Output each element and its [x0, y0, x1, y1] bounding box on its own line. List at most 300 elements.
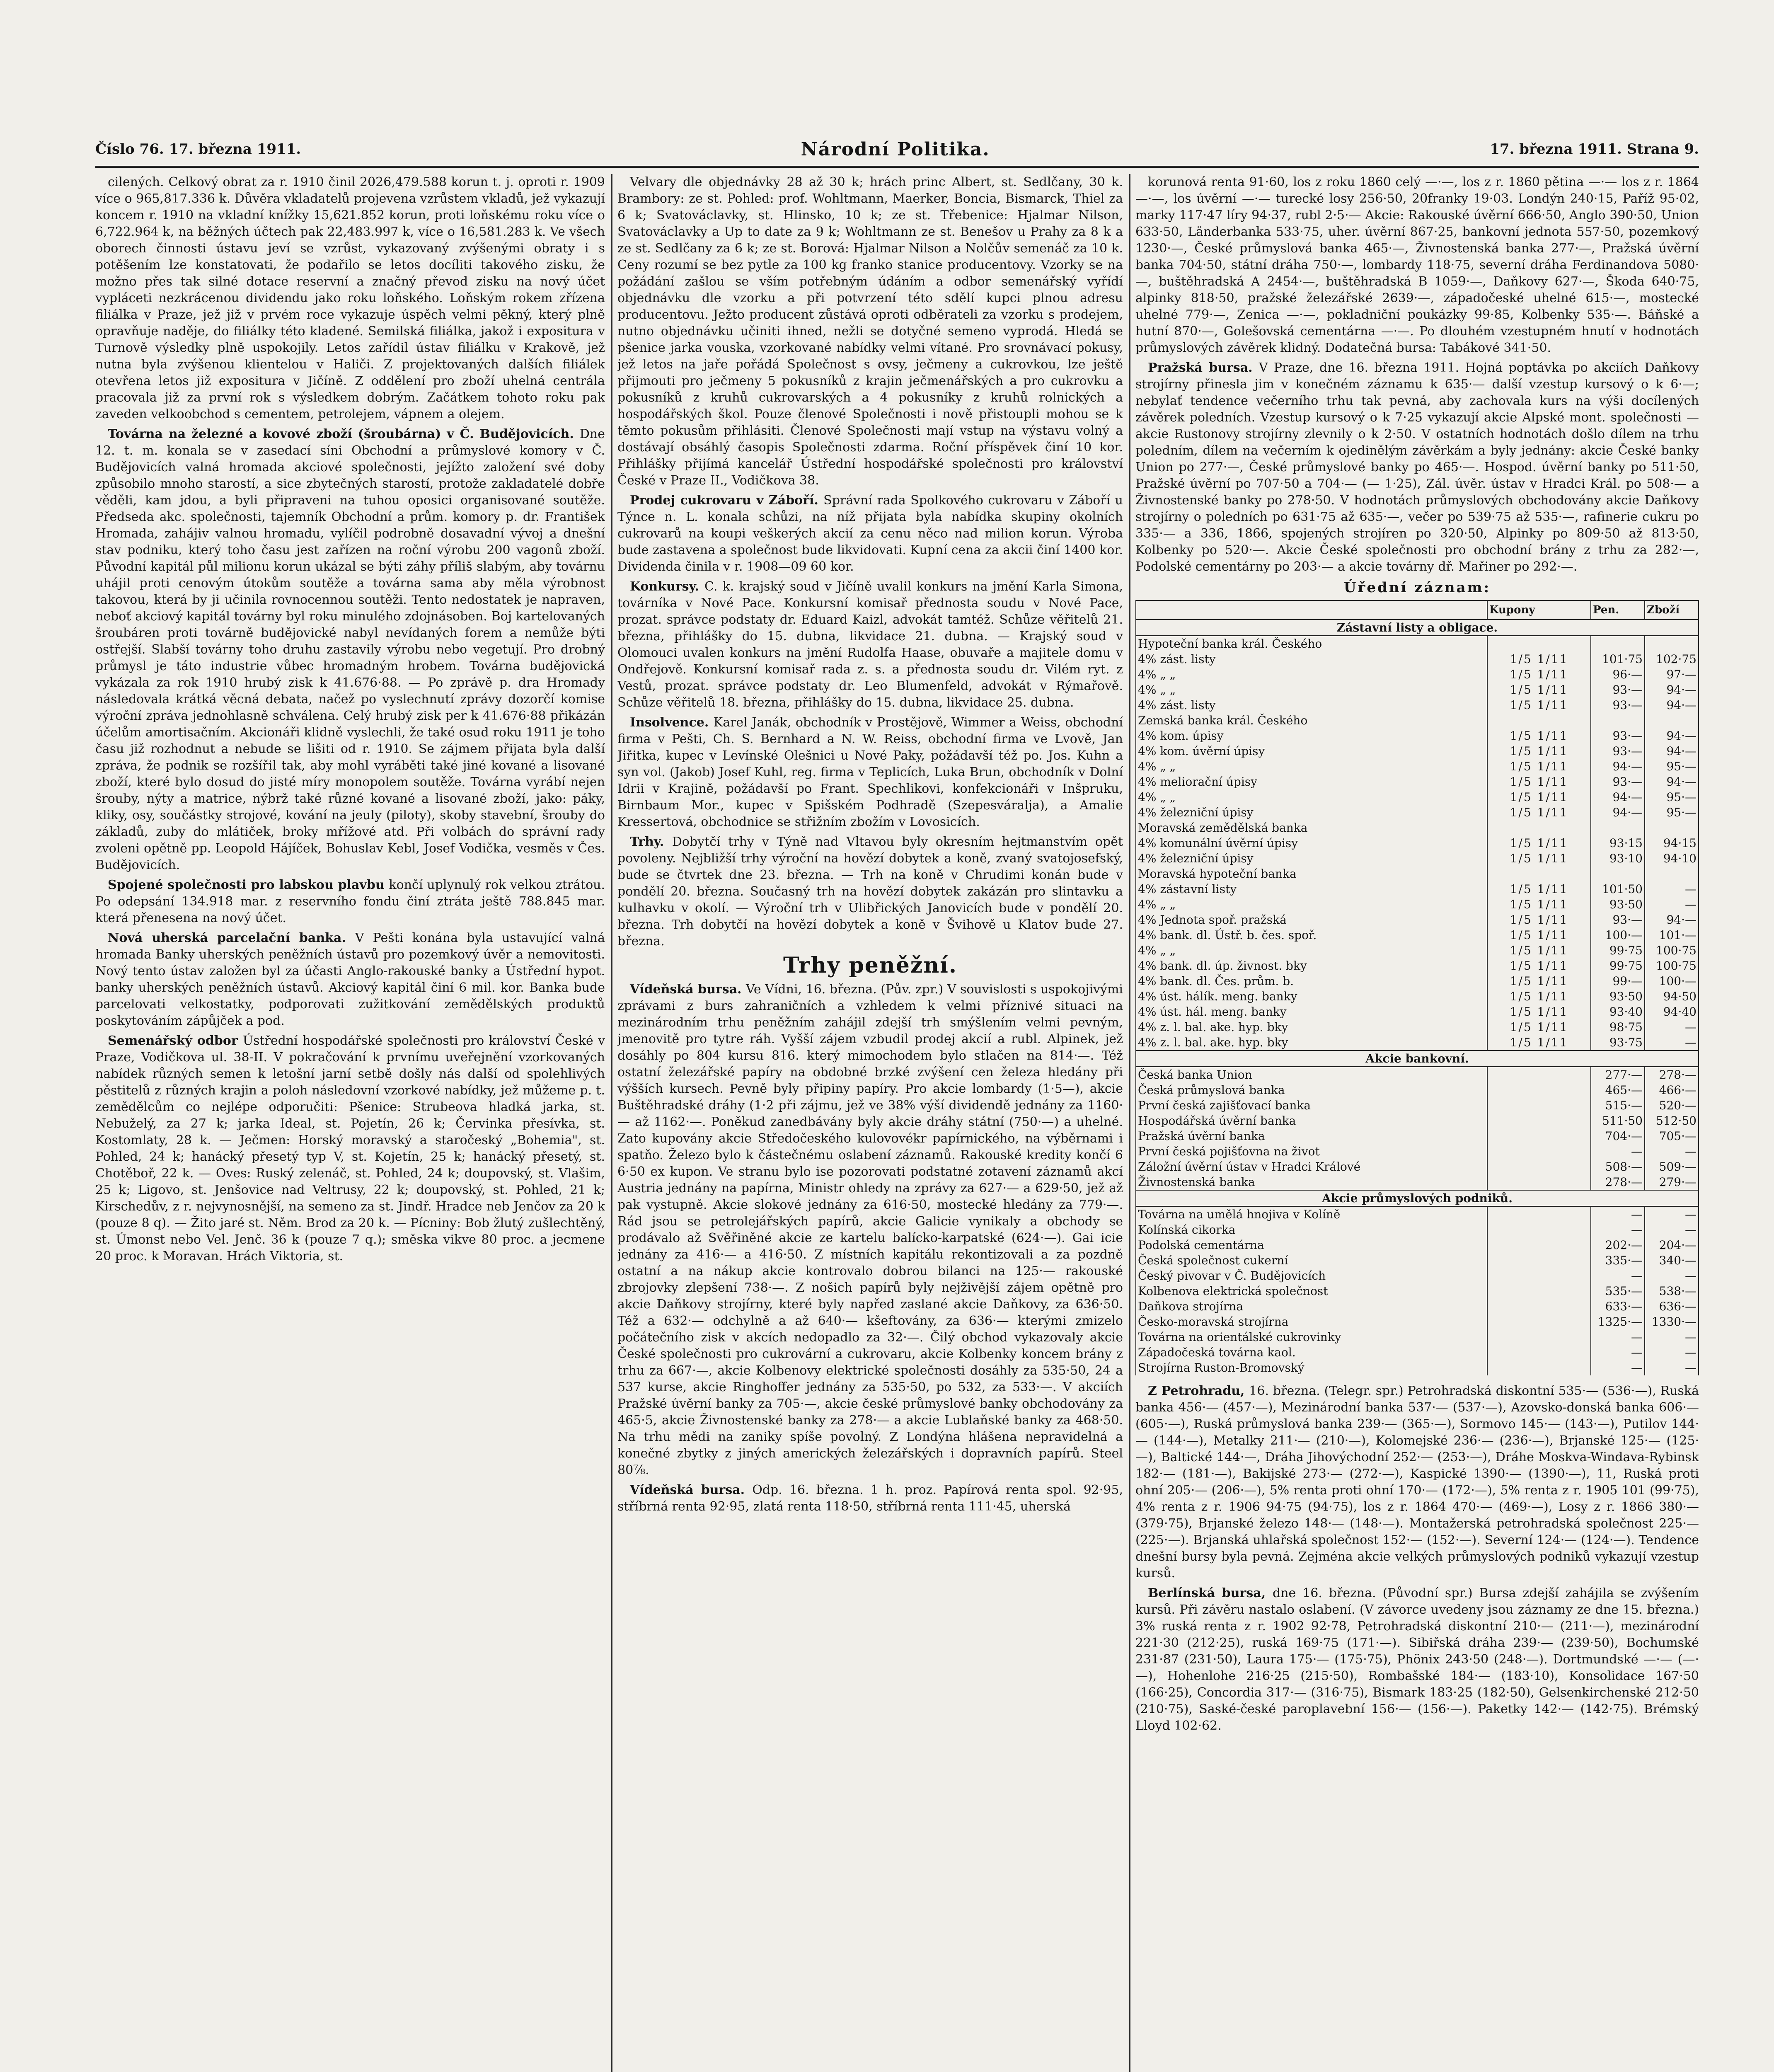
article-text: Ve Vídni, 16. března. (Pův. zpr.) V souvislosti s uspokojivými zprávami z burs zahraničních a vzhledem k velmi příznivé situaci na mezinárodním trhu peněžním zahájil zdejší trh smýšlením velmi pevným, jmenovitě pro tytre ráh. Vyšší zájem vzbudil prodej akcií a rubl. Alpinek, jež dosáhly po 804 kursu 816. který mimochodem bylo stlačen na 814·—. Též ostatní železářské papíry na obdobné brzké zvýšení cen železa hledány při výšších kursech. Pevně byly připiny papíry. Pro akcie lombardy (1·5—), akcie Buštěhradské dráhy (1·2 při zájmu, jež ve 38% výší dividendě jednány za 1160·— až 1162·—. Poněkud zanedbávány byly akcie dráhy státní (750·—) a uhelné. Zato kupovány akcie Středočeského kulovovékr papírnického, na výběrnami i spatňo. Železo bylo k částečnému oslabení záznamů. Rakouské kredity končí 6 6·50 ex kupon. Ve stranu bylo ise pozorovati podstatné zotavení záznamů akcí Austria jednány na papírna, Ministr ohledy na zprávy za 627·— a 629·50, jež až pak vystupně. Akcie slokové jednány za 616·50, mostecké hledány za 779·—. Rád jsou se petrolejářských papírů, akcie Galicie vynikaly a obchody se prodávalo až Svěřiněné akcie ze kartelu balícko-karpatské (624·—). Gai icie jednány za 416·— a 416·50. Z místních kapitálu rekontizovali a za pozdně ostatní a na nákup akcie kontrovalo dobrou bilanci na 125·— rakouské zbrojovky zlepšení 738·—. Z nošich papírů byly nejživější zájem opětně pro akcie Daňkovy strojírny, které byly napřed zaslané akcie Daňkovy, za 636·50. Též a 632·— odchylně a až 640·— kšeftovány, za 636·— kterými zmizelo počátečního zisk v akcích nedopadlo za 32·—. Čilý obchod vykazovaly akcie České společnosti pro cukrovární a cukrovaru, akcie Kolbenky koncem brány z trhu za 667·—, akcie Kolbenovy elektrické společnosti dosáhly za 535·50, 24 a 537 kurse, akcie Ringhoffer jednány za 535·50, po 532, za 533·—. V akciích Pražské úvěrní banky za 705·—, akcie české průmyslové banky obchodovány za 465·5, akcie Živnostenské banky za 278·— a akcie Lublaňské banky za 468·50. Na trhu mědi na zaniky spíše povolný. Z Londýna hlášena nepravidelná a konečné zbytky z jiných amerických železářských i dopravních papírů. Steel 80⅞. — [617, 982, 1123, 1477]
quote-name: Kolínská cikorka — [1136, 1222, 1487, 1237]
quote-money: 98·75 — [1591, 1019, 1645, 1035]
quote-coupons: 1/5 1/11 — [1487, 697, 1591, 713]
masthead-title: Národní Politika. — [801, 138, 990, 160]
quotes-row — [1136, 1345, 1699, 1360]
quote-coupons: 1/5 1/11 — [1487, 728, 1591, 743]
quote-name: Moravská zemědělská banka — [1136, 820, 1487, 835]
quote-money: 94·— — [1591, 789, 1645, 805]
article-paragraph — [617, 714, 1123, 830]
quote-money: 1325·— — [1591, 1314, 1645, 1329]
quote-goods: 94·— — [1645, 682, 1699, 697]
quote-money: 93·50 — [1591, 897, 1645, 912]
quote-coupons — [1487, 1082, 1591, 1098]
quote-goods: 94·10 — [1645, 851, 1699, 866]
quote-coupons — [1487, 1098, 1591, 1113]
page-info: 17. března 1911. Strana 9. — [1490, 141, 1699, 157]
quote-money: 93·— — [1591, 774, 1645, 789]
article-heading: Vídeňská bursa. — [630, 1483, 753, 1497]
quote-name: Továrna na orientálské cukrovinky — [1136, 1329, 1487, 1345]
article-heading: Vídeňská bursa. — [630, 982, 746, 997]
quote-name: Moravská hypoteční banka — [1136, 866, 1487, 881]
quotes-row — [1136, 682, 1699, 697]
quote-money: 99·— — [1591, 973, 1645, 989]
quote-name: Česká společnost cukerní — [1136, 1253, 1487, 1268]
quotes-row — [1136, 774, 1699, 789]
quote-coupons: 1/5 1/11 — [1487, 927, 1591, 943]
article-paragraph — [617, 981, 1123, 1479]
article-text: Dne 12. t. m. konala se v zasedací síni Obchodní a průmyslové komory v Č. Budějovicích valná hromada akciové společnosti, jejížto založení své doby způsobilo mnoho starostí, a sice zbytečných starostí, protože zakladatelé dobře věděli, kam jdou, a byli připraveni na tuhou oposici organisované soutěže. Předseda akc. společnosti, tajemník Obchodní a prům. komory p. dr. František Hromada, zahájiv valnou hromadu, vylíčil podrobně dosavadní vývoj a dnešní stav podniku, který toho času jest zařízen na roční výrobu 200 vagonů zboží. Původní kapitál půl milionu korun ukázal se býti záhy příliš slabým, aby továrnu uhájil proti cenovým útokům soutěže a továrna sama aby měla výrobnost takovou, která by ji učinila rovnocennou soutěži. Tento nedostatek je napraven, neboť akciový kapitál továrny byl roku minulého zdojnásoben. Boj kartelovaných šroubáren proti továrně budějovické nabyl nevídaných forem a nemůže býti ostřejší. Slabší továrny toho druhu zastavily výrobu nebo vegetují. Pro drobný průmysl je táto industrie vůbec hromadným hrobem. Továrna budějovická vykázala za rok 1910 hrubý zisk k 41.676·88. — Po zprávě p. dra Hromady následovala krátká věcná debata, načež po vyslechnutí zprávy dozorčí komise výroční zpráva jednohlasně schválena. Celý hrubý zisk per k 41.676·88 přikázán účelům amortisačním. Akcionáři klidně vyslechli, že také osud roku 1911 je toho času již rozhodnut a nebude se lišiti od r. 1910. Se zájmem přijata byla další zpráva, že podnik se rozšířil tak, aby mohl vyráběti také jiné kované a lisované zboží, které bylo dosud do jisté míry monopolem soutěže. Továrna vyrábí nejen šrouby, nýty a matrice, nýbrž také různé kované a lisované zboží, jako: páky, kliky, osy, součástky strojové, kování na jeuly (piloty), skoby stavební, šrouby do základů, zuby do mlátiček, broky mřížové atd. Při volbách do správní rady zvoleni opětně pp. Leopold Hájíček, Bohuslav Kebl, Josef Vodička, vesměs v Čes. Budějovicích. — [95, 427, 605, 872]
quotes-row — [1136, 1206, 1699, 1222]
quote-money: 535·— — [1591, 1283, 1645, 1299]
article-text: C. k. krajský soud v Jičíně uvalil konkurs na jmění Karla Simona, továrníka v Nové Pace. Konkursní komisař přednosta soudu v Nové Pace, prozat. správce podstaty dr. Eduard Kaizl, advokát tamtéž. Schůze věřitelů 21. března, přihlášky do 15. dubna, likvidace 21. dubna. — Krajský soud v Olomouci uvalen konkurs na jmění Rudolfa Haase, obuvaře a majitele domu v Ondřejově. Konkursní komisař rada z. s. a přednosta soudu dr. Vilém ryt. z Vestů, prozat. správce podstaty dr. Leo Blumenfeld, advokát v Rýmařově. Schůze věřitelů 18. března, přihlášky do 15. dubna, likvidace 25. dubna. — [617, 579, 1123, 710]
quote-goods: 100·75 — [1645, 958, 1699, 973]
article-text: Velvary dle objednávky 28 až 30 k; hrách princ Albert, st. Sedlčany, 30 k. Brambory: ze st. Pohled: prof. Wohltmann, Maerker, Boncia, Bismarck, Thiel za 6 k; Svatováclavky, st. Hlinsko, 10 k; ze st. Třebenice: Hjalmar Nilson, Svatováclavky a Up to date za 9 k; Wohltmann ze st. Benešov u Prahy za 8 k a ze st. Sedlčany za 6 k; ze st. Borová: Hjalmar Nilson a Nolčův semenáč za 10 k. Ceny rozumí se bez pytle za 100 kg franko stanice producentovy. Vzorky se na požádání zašlou se vším potřebným údáním a odbor semenářský vyřídí objednávku dle vzorku a při potvrzení této sdělí kupci plnou adresu producentovu. Ježto producent zůstává oproti odběrateli za vzorku s prodejem, nutno objednávku učiniti ihned, nežli se dotyčné semeno vyprodá. Hledá se pšenice jarka vouska, vzorkované nabídky velmi vítané. Pro srovnávací pokusy, jež letos na jaře pořádá Společnost s ovsy, ječmeny a cukrovkou, lze ještě přijmouti pro ječmeny 5 pokusníků z krajin ječmenářských a pro cukrovku a pokusníků z kruhů cukrovarských a 4 pokusníky z kruhů rolnických a hospodářských škol. Pouze členové Společnosti i nově přistoupli mohou se k těmto pokusům přihlásiti. Členové Společnosti mají vstup na výstavu volný a dostávají obsáhlý časopis Společnosti zdarma. Roční příspěvek činí 10 kor. Přihlášky přijímá kancelář Ústřední hospodářské společnosti pro království České v Praze II., Vodičkova 38. — [617, 175, 1123, 488]
quote-goods: — — [1645, 1222, 1699, 1237]
quote-name: Kolbenova elektrická společnost — [1136, 1283, 1487, 1299]
quote-money: 93·10 — [1591, 851, 1645, 866]
quote-name: 4% komunální úvěrní úpisy — [1136, 835, 1487, 851]
quotes-row — [1136, 667, 1699, 682]
article-paragraph — [95, 1033, 605, 1265]
quotes-header-cell: Zboží — [1645, 600, 1699, 620]
quotes-row — [1136, 1253, 1699, 1268]
quote-goods — [1645, 713, 1699, 728]
quote-goods — [1645, 866, 1699, 881]
article-heading: Trhy. — [630, 835, 672, 849]
quote-money: — — [1591, 1144, 1645, 1159]
quote-name: Podolská cementárna — [1136, 1237, 1487, 1253]
article-paragraph — [1135, 1383, 1699, 1582]
quote-name: Západočeská továrna kaol. — [1136, 1345, 1487, 1360]
header-rule — [95, 166, 1699, 168]
quote-money: 93·— — [1591, 697, 1645, 713]
quotes-row — [1136, 881, 1699, 897]
quote-money: 202·— — [1591, 1237, 1645, 1253]
article-text: Dobytčí trhy v Týně nad Vltavou byly okresním hejtmanstvím opět povoleny. Nejbližší trhy výroční na hovězí dobytek a koně, zvaný svatojosefský, bude se čtvrtek dne 23. března. — Trh na koně v Chrudimi konán bude v pondělí 20. března. Současný trh na hovězí dobytek zakázán pro slintavku a kulhavku v okolí. — Výroční trh v Ulibřických Janovicích bude v pondělí 20. března. Trh dobytčí na hovězí dobytek a koně v Švihově u Klatov bude 27. března. — [617, 835, 1123, 949]
quote-money: 93·— — [1591, 682, 1645, 697]
quote-goods: 100·— — [1645, 973, 1699, 989]
quote-coupons: 1/5 1/11 — [1487, 912, 1591, 927]
quote-name: První česká zajišťovací banka — [1136, 1098, 1487, 1113]
quotes-row — [1136, 866, 1699, 881]
quote-name: Český pivovar v Č. Budějovicích — [1136, 1268, 1487, 1283]
quotes-row — [1136, 1314, 1699, 1329]
column-2 — [617, 174, 1123, 2072]
quote-coupons — [1487, 1128, 1591, 1144]
quote-name: 4% zást. listy — [1136, 697, 1487, 713]
quotes-row — [1136, 989, 1699, 1004]
quote-goods: — — [1645, 1019, 1699, 1035]
quotes-row — [1136, 728, 1699, 743]
article-text: končí uplynulý rok velkou ztrátou. Po odepsání 134.918 mar. z reservního fondu činí ztráta ještě 788.845 mar. která přenesena na nový účet. — [95, 878, 605, 925]
quote-coupons — [1487, 1206, 1591, 1222]
quote-name: 4% zástavní listy — [1136, 881, 1487, 897]
article-paragraph — [95, 174, 605, 423]
article-heading: Berlínská bursa, — [1148, 1586, 1273, 1600]
article-heading: Nová uherská parcelační banka. — [108, 931, 355, 945]
quotes-row — [1136, 1098, 1699, 1113]
quote-goods: 278·— — [1645, 1067, 1699, 1082]
quote-money: 101·50 — [1591, 881, 1645, 897]
quote-goods: 538·— — [1645, 1283, 1699, 1299]
quotes-row — [1136, 973, 1699, 989]
quote-money — [1591, 636, 1645, 651]
quote-goods: 520·— — [1645, 1098, 1699, 1113]
quote-coupons — [1487, 1067, 1591, 1082]
quotes-group-title: Zástavní listy a obligace. — [1136, 620, 1699, 636]
article-heading: Prodej cukrovaru v Záboří. — [630, 493, 824, 508]
quote-goods: 95·— — [1645, 789, 1699, 805]
quotes-group-row — [1136, 620, 1699, 636]
quote-goods: 340·— — [1645, 1253, 1699, 1268]
quote-coupons — [1487, 1237, 1591, 1253]
column-3-bottom — [1135, 1383, 1699, 1734]
article-paragraph — [1135, 174, 1699, 356]
quote-goods: 94·50 — [1645, 989, 1699, 1004]
article-text: Ústřední hospodářské společnosti pro království České v Praze, Vodičkova ul. 38-II. V pokračování k prvnímu uveřejnění vzorkovaných nabídek různých semen k letošní jarní setbě došly nás další od spolehlivých pěstitelů z různých krajin a poloh následovní vzorkové nabídky, jež můžeme p. t. zemědělcům co nejlépe odporučiti: Pšenice: Strubeova hladká jarka, st. Nebuželý, za 27 k; jarka Ideal, st. Pojetín, 26 k; Červinka přesívka, st. Kostomlaty, 28 k. — Ječmen: Horský moravský a staročeský „Bohemia", st. Pohled, 24 k; hanácký přesetý typ V, st. Kojetín, 25 k; hanácký přesetý, st. Chotěboř, 22 k. — Oves: Ruský zelenáč, st. Pohled, 24 k; doupovský, st. Vlašim, 25 k; Ligovo, st. Jenšovice nad Veltrusy, 22 k; doupovský, st. Pohled, 21 k; Kirschedův, z r. nejvynosnější, na semeno za st. Jindř. Hradce neb Jenčov za 20 k (pouze 8 q). — Žito jaré st. Něm. Brod za 20 k. — Pícniny: Bob žlutý zušlechtěný, st. Úmonst nebo Vel. Jenč. 36 k (pouze 7 q.); směska vikve 80 proc. a jecmene 20 proc. k Moravan. Hrách Viktoria, st. — [95, 1034, 605, 1264]
quote-money: 100·— — [1591, 927, 1645, 943]
quote-name: 4% z. l. bal. ake. hyp. bky — [1136, 1019, 1487, 1035]
quote-coupons: 1/5 1/11 — [1487, 881, 1591, 897]
quote-name: 4% kom. úvěrní úpisy — [1136, 743, 1487, 759]
quote-coupons: 1/5 1/11 — [1487, 835, 1591, 851]
quote-name: Česko-moravská strojírna — [1136, 1314, 1487, 1329]
quotes-row — [1136, 1159, 1699, 1174]
quote-goods: — — [1645, 1144, 1699, 1159]
quote-name: 4% „ „ — [1136, 789, 1487, 805]
article-text: cilených. Celkový obrat za r. 1910 činil 2026,479.588 korun t. j. oproti r. 1909 více o 965,817.336 k. Důvěra vkladatelů projevena vzrůstem vkladů, jež vykazují koncem r. 1910 na vkladní knížky 15,621.852 korun, proti loňskému roku více o 6,722.964 k, na běžných účtech pak 22,483.997 k, více o 16,581.283 k. Ve všech oborech činnosti ústavu jeví se vzrůst, vykazovaný zvýšenými obraty i s potěšením lze konstatovati, že podařilo se letos docíliti takového zisku, že možno přes tak silné dotace reservní a značný převod zisku na nový účet vypláceti nezkrácenou dividendu jako roku loňského. Loňským rokem zřízena filiálka v Praze, jež již v prvém roce vykazuje úspěch velmi pěkný, který plně opravňuje naděje, do filiálky této kladené. Semilská filiálka, jakož i expositura v Turnově výsledky plně uspokojily. Letos zařídil ústav filiálku v Krakově, jež nutna byla zvýšenou klientelou v Haliči. Z projektovaných dalších filiálek otevřena letos již expositura v Jičíně. Z oddělení pro zboží uhelná centrála pracovala již za první rok s výsledkem dobrým. Začátkem tohoto roku pak zaveden velkoobchod s cementem, petrolejem, vápnem a olejem. — [95, 175, 605, 421]
page-header — [95, 135, 1699, 164]
quotes-header-cell: Pen. — [1591, 600, 1645, 620]
quote-money: 96·— — [1591, 667, 1645, 682]
quote-money: 93·50 — [1591, 989, 1645, 1004]
quotes-row — [1136, 1144, 1699, 1159]
quotes-row — [1136, 927, 1699, 943]
article-text: 16. března. (Telegr. spr.) Petrohradská diskontní 535·— (536·—), Ruská banka 456·— (457·—), Mezinárodní banka 537·— (537·—), Azovsko-donská banka 606·— (605·—), Ruská průmyslová banka 239·— (365·—), Sormovo 145·— (143·—), Putilov 144·— (144·—), Metalky 211·— (210·—), Kolomejské 236·— (236·—), Brjanské 125·— (125·—), Baltické 144·—, Dráha Jihovýchodní 252·— (253·—), Dráhe Moskva-Windava-Rybinsk 182·— (181·—), Bakijské 273·— (272·—), Kaspické 1390·— (1390·—), 11, Ruská proti ohní 205·— (206·—), 5% renta proti ohní 170·— (172·—), 5% renta z r. 1905 101 (99·75), 4% renta z r. 1906 94·75 (94·75), los z r. 1864 470·— (469·—), Losy z r. 1866 380·— (379·75), Brjanské železo 148·— (148·—). Montažerská petrohradská společnost 225·— (225·—). Brjanská uhlařská společnost 152·— (152·—). Severní 124·— (124·—). Tendence dnešní bursy byla pevná. Zejména akcie velkých průmyslových podniků vykazují vzestup kursů. — [1135, 1384, 1699, 1581]
issue-info: Číslo 76. 17. března 1911. — [95, 141, 301, 157]
article-heading: Semenářský odbor — [108, 1034, 243, 1048]
quotes-row — [1136, 1329, 1699, 1345]
column-1 — [95, 174, 605, 2072]
quote-goods: — — [1645, 1329, 1699, 1345]
quotes-row — [1136, 743, 1699, 759]
article-heading: Z Petrohradu, — [1148, 1384, 1249, 1398]
quote-coupons: 1/5 1/11 — [1487, 759, 1591, 774]
quote-goods: 512·50 — [1645, 1113, 1699, 1128]
quote-money: 101·75 — [1591, 651, 1645, 667]
quote-coupons: 1/5 1/11 — [1487, 958, 1591, 973]
quotes-row — [1136, 958, 1699, 973]
quote-goods: 94·— — [1645, 912, 1699, 927]
quote-coupons — [1487, 1144, 1591, 1159]
quote-money: 278·— — [1591, 1174, 1645, 1190]
quote-coupons — [1487, 1113, 1591, 1128]
quote-goods — [1645, 636, 1699, 651]
quote-goods: 1330·— — [1645, 1314, 1699, 1329]
quote-goods: 94·— — [1645, 774, 1699, 789]
quote-goods: 705·— — [1645, 1128, 1699, 1144]
quote-coupons — [1487, 1174, 1591, 1190]
quotes-row — [1136, 1283, 1699, 1299]
quote-name: Záložní úvěrní ústav v Hradci Králové — [1136, 1159, 1487, 1174]
article-paragraph — [95, 426, 605, 874]
quote-goods: 102·75 — [1645, 651, 1699, 667]
quote-name: 4% „ „ — [1136, 897, 1487, 912]
quote-money: 93·— — [1591, 912, 1645, 927]
quotes-row — [1136, 1035, 1699, 1051]
subsection-title: Úřední záznam: — [1343, 579, 1491, 596]
quote-money: — — [1591, 1206, 1645, 1222]
quotes-row — [1136, 636, 1699, 651]
quote-name: 4% z. l. bal. ake. hyp. bky — [1136, 1035, 1487, 1051]
quote-money: 465·— — [1591, 1082, 1645, 1098]
quote-name: Strojírna Ruston-Bromovský — [1136, 1360, 1487, 1375]
quotes-row — [1136, 1360, 1699, 1375]
article-paragraph — [617, 1482, 1123, 1515]
quotes-row — [1136, 1268, 1699, 1283]
quote-money: — — [1591, 1329, 1645, 1345]
quote-coupons: 1/5 1/11 — [1487, 1004, 1591, 1019]
quote-name: 4% železniční úpisy — [1136, 805, 1487, 820]
quote-name: 4% „ „ — [1136, 682, 1487, 697]
quote-money: 277·— — [1591, 1067, 1645, 1082]
quotes-row — [1136, 651, 1699, 667]
quote-money: 508·— — [1591, 1159, 1645, 1174]
quotes-header-cell: Kupony — [1487, 600, 1591, 620]
quote-coupons — [1487, 713, 1591, 728]
quote-coupons: 1/5 1/11 — [1487, 1019, 1591, 1035]
quotes-row — [1136, 820, 1699, 835]
quote-name: Česká banka Union — [1136, 1067, 1487, 1082]
quote-goods: 466·— — [1645, 1082, 1699, 1098]
quote-goods: 95·— — [1645, 805, 1699, 820]
quote-goods: 94·— — [1645, 728, 1699, 743]
quote-money: 99·75 — [1591, 958, 1645, 973]
quote-name: 4% zást. listy — [1136, 651, 1487, 667]
article-heading: Konkursy. — [630, 579, 705, 594]
quote-coupons — [1487, 1159, 1591, 1174]
quote-goods: — — [1645, 1360, 1699, 1375]
quote-money — [1591, 713, 1645, 728]
article-heading: Insolvence. — [630, 715, 714, 730]
quote-money: 511·50 — [1591, 1113, 1645, 1128]
article-text: Odp. 16. března. 1 h. proz. Papírová renta spol. 92·95, stříbrná renta 92·95, zlatá renta 118·50, stříbrná renta 111·45, uherská — [617, 1483, 1123, 1514]
quote-name: 4% kom. úpisy — [1136, 728, 1487, 743]
quotes-row — [1136, 1082, 1699, 1098]
article-heading: Spojené společnosti pro labskou plavbu — [108, 878, 389, 892]
quote-name: Česká průmyslová banka — [1136, 1082, 1487, 1098]
quote-money: — — [1591, 1360, 1645, 1375]
quotes-header-row — [1136, 600, 1699, 620]
article-paragraph — [617, 834, 1123, 950]
quote-money: 93·75 — [1591, 1035, 1645, 1051]
quote-coupons — [1487, 1283, 1591, 1299]
quote-goods: — — [1645, 897, 1699, 912]
quotes-row — [1136, 789, 1699, 805]
quotes-row — [1136, 835, 1699, 851]
quote-goods: 94·15 — [1645, 835, 1699, 851]
quote-goods: 94·40 — [1645, 1004, 1699, 1019]
quotes-row — [1136, 759, 1699, 774]
quote-name: Pražská úvěrní banka — [1136, 1128, 1487, 1144]
quote-coupons: 1/5 1/11 — [1487, 651, 1591, 667]
quote-name: 4% železniční úpisy — [1136, 851, 1487, 866]
quotes-row — [1136, 1113, 1699, 1128]
quote-name: 4% bank. dl. úp. živnost. bky — [1136, 958, 1487, 973]
quote-goods: 101·— — [1645, 927, 1699, 943]
quote-name: 4% „ „ — [1136, 667, 1487, 682]
quote-coupons — [1487, 866, 1591, 881]
quote-goods: — — [1645, 1206, 1699, 1222]
column-divider — [611, 174, 612, 2072]
quote-coupons: 1/5 1/11 — [1487, 789, 1591, 805]
quotes-row — [1136, 805, 1699, 820]
quote-coupons: 1/5 1/11 — [1487, 805, 1591, 820]
quote-coupons — [1487, 1268, 1591, 1283]
article-text: korunová renta 91·60, los z roku 1860 celý —·—, los z r. 1860 pětina —·— los z r. 1864 —·—, los úvěrní —·— turecké losy 256·50, 20franky 19·03. Londýn 240·15, Paříž 95·02, marky 117·47 líry 94·37, rubl 2·5·— Akcie: Rakouské úvěrní 666·50, Anglo 390·50, Union 633·50, Länderbanka 533·75, uher. úvěrní 867·25, bankovní jednota 557·50, pozemkový 1230·—, České průmyslová banka 465·—, Živnostenská banka 277·—, Pražská úvěrní banka 704·50, státní dráha 750·—, lombardy 118·75, severní dráha Ferdinandova 5080·—, buštěhradská A 2454·—, buštěhradská B 1059·—, Daňkovy 627·—, Škoda 640·75, alpinky 818·50, pražské železářské 2639·—, západočeské uhelné 615·—, mostecké uhelné 779·—, Zenica —·—, pokladniční poukázky 99·85, Kolbenky 535·—. Báňské a hutní 870·—, Golešovská cementárna —·—. Po dlouhém vzestupném hnutí v hodnotách průmyslových závěrek klidný. Dodatečná bursa: Tabákové 341·50. — [1135, 175, 1699, 355]
quote-name: Zemská banka král. Českého — [1136, 713, 1487, 728]
quote-coupons: 1/5 1/11 — [1487, 973, 1591, 989]
quotes-group-row — [1136, 1190, 1699, 1206]
quote-money: 99·75 — [1591, 943, 1645, 958]
quote-coupons: 1/5 1/11 — [1487, 989, 1591, 1004]
article-paragraph — [1135, 1585, 1699, 1734]
quote-money: — — [1591, 1222, 1645, 1237]
quote-name: 4% „ „ — [1136, 759, 1487, 774]
quote-coupons — [1487, 1329, 1591, 1345]
quote-coupons: 1/5 1/11 — [1487, 851, 1591, 866]
quotes-row — [1136, 1128, 1699, 1144]
quote-name: 4% bank. dl. Ústř. b. čes. spoř. — [1136, 927, 1487, 943]
quote-money — [1591, 820, 1645, 835]
quote-name: 4% „ „ — [1136, 943, 1487, 958]
quote-goods: — — [1645, 1345, 1699, 1360]
quotes-row — [1136, 697, 1699, 713]
quote-goods: 636·— — [1645, 1299, 1699, 1314]
quotes-row — [1136, 1237, 1699, 1253]
quote-coupons — [1487, 1253, 1591, 1268]
quote-name: 4% úst. hál. meng. banky — [1136, 1004, 1487, 1019]
quotes-row — [1136, 912, 1699, 927]
quote-name: 4% meliorační úpisy — [1136, 774, 1487, 789]
quote-goods: — — [1645, 881, 1699, 897]
quotes-group-row — [1136, 1051, 1699, 1067]
article-paragraph — [95, 930, 605, 1029]
quote-coupons — [1487, 1299, 1591, 1314]
quotes-row — [1136, 1222, 1699, 1237]
quote-name: Hospodářská úvěrní banka — [1136, 1113, 1487, 1128]
article-paragraph — [617, 492, 1123, 575]
quote-coupons: 1/5 1/11 — [1487, 682, 1591, 697]
quote-goods: 94·— — [1645, 697, 1699, 713]
quotes-row — [1136, 1174, 1699, 1190]
quote-goods: 97·— — [1645, 667, 1699, 682]
quote-goods: 95·— — [1645, 759, 1699, 774]
quote-money: 93·— — [1591, 728, 1645, 743]
quote-goods: 279·— — [1645, 1174, 1699, 1190]
quotes-row — [1136, 1067, 1699, 1082]
quotes-row — [1136, 943, 1699, 958]
quote-coupons: 1/5 1/11 — [1487, 1035, 1591, 1051]
quotes-row — [1136, 1299, 1699, 1314]
article-text: V Pešti konána byla ustavující valná hromada Banky uherských peněžních ústavů pro pozemkový úvěr a nemovitosti. Nový tento ústav založen byl za účasti Anglo-rakouské banky a Ústřední hypot. banky uherských peněžních ústavů. Akciový kapitál činí 6 mil. kor. Banka bude parcelovati velkostatky, podporovati zužitkování zemědělských produktů poskytováním zápůjček a pod. — [95, 931, 605, 1028]
quote-money: 633·— — [1591, 1299, 1645, 1314]
column-3-top — [1135, 174, 1699, 596]
quote-money: — — [1591, 1268, 1645, 1283]
section-title: Trhy peněžní. — [783, 953, 957, 978]
quote-money: 93·40 — [1591, 1004, 1645, 1019]
quote-coupons — [1487, 1360, 1591, 1375]
quotes-header-cell — [1136, 600, 1487, 620]
quote-name: Daňkova strojírna — [1136, 1299, 1487, 1314]
quote-name: První česká pojišťovna na život — [1136, 1144, 1487, 1159]
article-heading: Pražská bursa. — [1148, 361, 1259, 375]
quote-name: 4% Jednota spoř. pražská — [1136, 912, 1487, 927]
quote-goods: — — [1645, 1268, 1699, 1283]
quote-coupons: 1/5 1/11 — [1487, 667, 1591, 682]
article-text: Karel Janák, obchodník v Prostějově, Wimmer a Weiss, obchodní firma v Pešti, Ch. S. Bernhard a N. W. Reiss, obchodní firma ve Lvově, Jan Jiřitka, kupec v Levínské Olešnici u Nové Paky, požádavší též po. Jos. Kuhn a syn vol. (Jakob) Josef Kuhl, reg. firma v Teplicích, Luka Brun, obchodník v Dolní Idrii v Krajině, požádavší po Frant. Spechlikovi, konfekcionáři v Inšpruku, Birnbaum Mor., kupec v Spišském Podhradě (Szepesváralja), a Amalie Kressertová, obchodnice se střižním zbožím v Lovosicích. — [617, 715, 1123, 829]
article-text: dne 16. března. (Původní spr.) Bursa zdejší zahájila se zvýšením kursů. Při závěru nastalo oslabení. (V závorce uvedeny jsou záznamy ze dne 15. března.) 3% ruská renta z r. 1902 92·78, Petrohradská diskontní 210·— (211·—), mezinárodní 221·30 (212·25), ruská 169·75 (171·—). Sibiřská dráha 239·— (239·50), Bochumské 231·87 (231·50), Laura 175·— (175·75), Phönix 243·50 (248·—). Dortmundské —·— (—·—), Hohenlohe 216·25 (215·50), Rombašské 184·— (183·10), Konsolidace 167·50 (166·25), Concordia 317·— (316·75), Bismark 183·25 (182·50), Gelsenkirchenské 212·50 (210·75), Saské-české paroplavební 156·— (156·—). Paketky 142·— (142·75). Brémský Lloyd 102·62. — [1135, 1586, 1699, 1733]
quote-coupons: 1/5 1/11 — [1487, 943, 1591, 958]
quote-coupons: 1/5 1/11 — [1487, 743, 1591, 759]
quotes-group-title: Akcie bankovní. — [1136, 1051, 1699, 1067]
quotes-row — [1136, 713, 1699, 728]
quote-money: 93·— — [1591, 743, 1645, 759]
quotes-row — [1136, 897, 1699, 912]
quote-money — [1591, 866, 1645, 881]
quote-goods: — — [1645, 1035, 1699, 1051]
quote-money: 515·— — [1591, 1098, 1645, 1113]
quote-money: 335·— — [1591, 1253, 1645, 1268]
quote-name: 4% úst. hálík. meng. banky — [1136, 989, 1487, 1004]
column-divider — [1129, 174, 1130, 2072]
quote-goods: 204·— — [1645, 1237, 1699, 1253]
quotes-row — [1136, 1019, 1699, 1035]
quote-name: Živnostenská banka — [1136, 1174, 1487, 1190]
quote-coupons — [1487, 820, 1591, 835]
quotes-group-title: Akcie průmyslových podniků. — [1136, 1190, 1699, 1206]
quote-money: 94·— — [1591, 759, 1645, 774]
quote-money: 93·15 — [1591, 835, 1645, 851]
quote-goods: 100·75 — [1645, 943, 1699, 958]
column-3 — [1135, 174, 1699, 2072]
quote-money: 704·— — [1591, 1128, 1645, 1144]
quote-coupons — [1487, 1345, 1591, 1360]
article-text: V Praze, dne 16. března 1911. Hojná poptávka po akciích Daňkovy strojírny přinesla jim v konečném záznamu k 635·— další vzestup kursový o k 6·—; nebylať tendence večerního trhu tak pevná, aby zachovala kurs na výši docílených závěrek poledních. Vzestup kursový o k 7·25 vykazují akcie Alpské mont. společnosti — akcie Rustonovy strojírny zlevnily o k 2·50. V ostatních hodnotách došlo dílem na trhu poledním, dílem na večerním k ojedinělým závěrkám a byly jednány: akcie České banky Union po 277·—, České průmyslové banky po 465·—. Hospod. úvěrní banky po 511·50, Pražské úvěrní po 707·50 a 704·— (— 1·25), Zál. úvěr. ústav v Hradci Král. po 508·— a Živnostenské banky po 278·50. V hodnotách průmyslových obchodovány akcie Daňkovy strojírny o poledních po 631·75 až 635·—, večer po 539·75 až 535·—, rafinerie cukru po 335·— a 336, 1866, spojených strojíren po 320·50, Alpinky po 809·50 až 813·50, Kolbenky po 520·—. Akcie České společnosti pro obchodní brány z trhu za 282·—, Podolské cementárny po 203·— a akcie továrny dř. Mařiner po 292·—. — [1135, 361, 1699, 574]
article-paragraph — [617, 174, 1123, 489]
quote-name: 4% bank. dl. Čes. prům. b. — [1136, 973, 1487, 989]
quote-name: Továrna na umělá hnojiva v Kolíně — [1136, 1206, 1487, 1222]
article-text: Správní rada Spolkového cukrovaru v Záboří u Týnce n. L. konala schůzi, na níž přijata byla nabídka skupiny okolních cukrovarů na koupi veškerých akcií za cenu něco nad milion korun. Výroba bude zastavena a společnost bude likvidovati. Kupní cena za akcii činí 1400 kor. Dividenda činila v r. 1908—09 60 kor. — [617, 493, 1123, 574]
quote-money: 94·— — [1591, 805, 1645, 820]
quote-coupons — [1487, 636, 1591, 651]
article-paragraph — [617, 579, 1123, 711]
article-heading: Továrna na železné a kovové zboží (šroubárna) v Č. Budějovicích. — [108, 427, 580, 441]
quotes-row — [1136, 851, 1699, 866]
quote-name: Hypoteční banka král. Českého — [1136, 636, 1487, 651]
article-paragraph — [95, 877, 605, 927]
quote-coupons: 1/5 1/11 — [1487, 897, 1591, 912]
quote-goods: 509·— — [1645, 1159, 1699, 1174]
quote-coupons: 1/5 1/11 — [1487, 774, 1591, 789]
quote-coupons — [1487, 1314, 1591, 1329]
quote-coupons — [1487, 1222, 1591, 1237]
quote-money: — — [1591, 1345, 1645, 1360]
quotes-table — [1135, 600, 1699, 1375]
quote-goods: 94·— — [1645, 743, 1699, 759]
quotes-row — [1136, 1004, 1699, 1019]
article-paragraph — [1135, 360, 1699, 575]
